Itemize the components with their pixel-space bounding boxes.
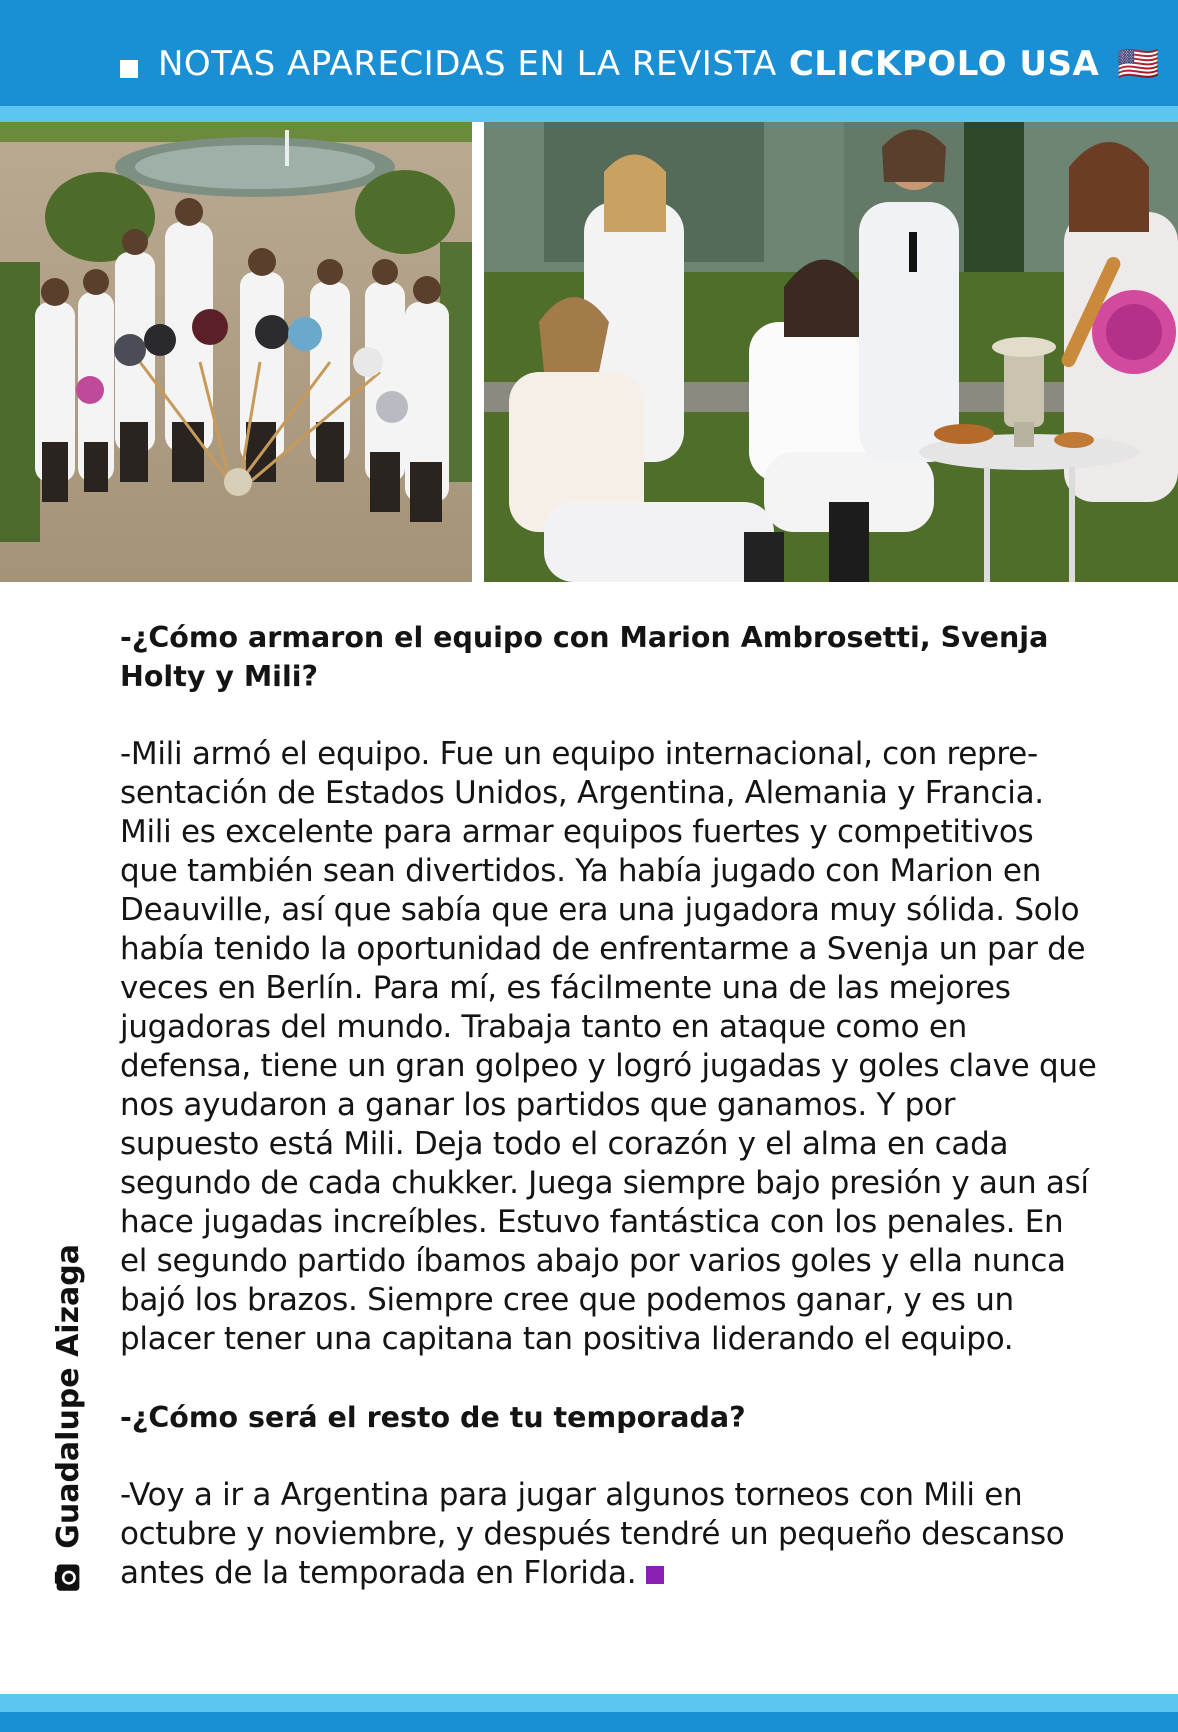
paragraph-gap [120, 1359, 1100, 1398]
header-square-icon [120, 60, 138, 78]
end-mark-icon [646, 1566, 664, 1584]
header-prefix: NOTAS APARECIDAS EN LA REVISTA [158, 44, 777, 84]
team-group-photo [0, 122, 472, 582]
header-title [120, 42, 1160, 86]
footer-stripe [0, 1694, 1178, 1712]
paragraph-gap [120, 1437, 1100, 1476]
photo-credit [48, 1244, 88, 1594]
us-flag-icon: 🇺🇸 [1117, 44, 1161, 84]
interview-article [120, 618, 1100, 1593]
camera-icon [53, 1561, 83, 1594]
footer-bar [0, 1712, 1178, 1732]
answer-1: -Mili armó el equipo. Fue un equipo internacional, con repre- sentación de Estados Unidos, Argentina, Alemania y Francia. Mili es excelente para armar equipos fuertes y competitivos que también sean divertidos. Ya había jugado con Marion en Deauville, así que sabía que era una jugadora muy sólida. Solo había tenido la oportunidad de enfrentarme a Svenja un par de veces en Berlín. Para mí, es fácilmente una de las mejores jugadoras del mundo. Trabaja tanto en ataque como en defensa, tiene un gran golpeo y logró jugadas y goles clave que nos ayudaron a ganar los partidos que ganamos. Y por supuesto está Mili. Deja todo el corazón y el alma en cada segundo de cada chukker. Juega siempre bajo presión y aun así hace jugadas increíbles. Estuvo fantástica con los penales. En el segundo partido íbamos abajo por varios goles y ella nunca bajó los brazos. Siempre cree que podemos ganar, y es un placer tener una capitana tan positiva liderando el equipo. [120, 736, 1097, 1357]
header-stripe [0, 106, 1178, 122]
question-1: -¿Cómo armaron el equipo con Marion Ambrosetti, Svenja Holty y Mili? [120, 621, 1049, 693]
answer-2-text: -Voy a ir a Argentina para jugar algunos torneos con Mili en octubre y noviembre, y después tendré un pequeño descanso antes de la temporada en Florida. [120, 1477, 1065, 1591]
players-seated-photo [484, 122, 1178, 582]
header-brand: CLICKPOLO USA [788, 44, 1100, 84]
photographer-name: Guadalupe Aizaga [50, 1244, 86, 1549]
paragraph-gap [120, 696, 1100, 735]
question-2: -¿Cómo será el resto de tu temporada? [120, 1401, 746, 1434]
answer-2 [120, 1476, 1100, 1593]
